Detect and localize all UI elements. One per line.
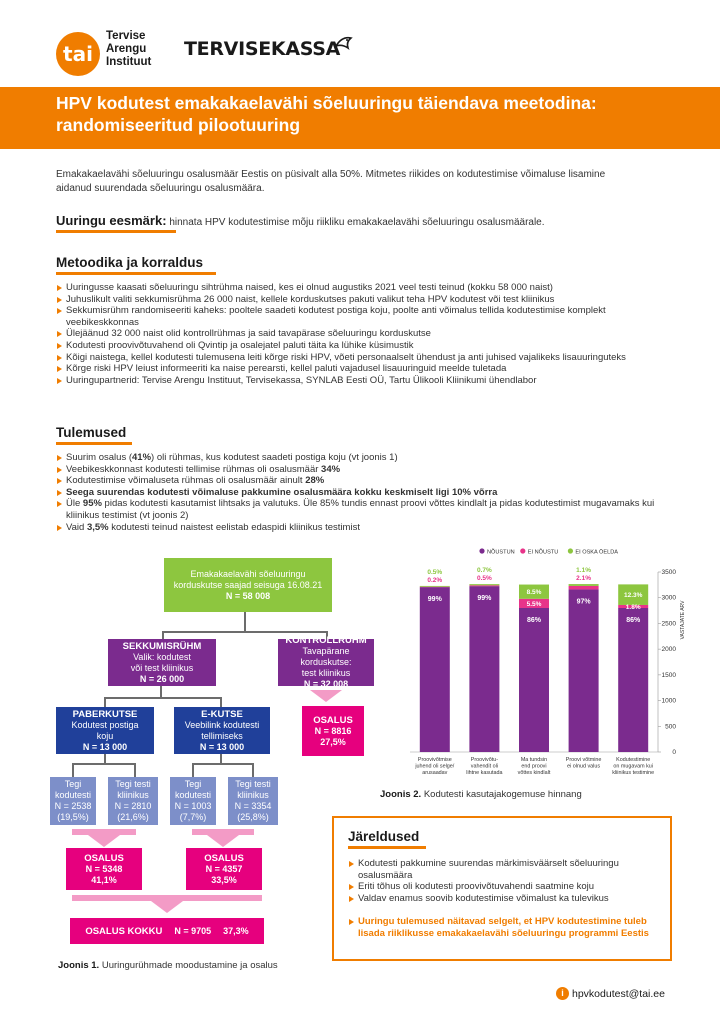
data-label: 5.5% [526, 600, 542, 608]
data-label: 1.1% [576, 567, 592, 575]
box-pct: 33,5% [211, 874, 237, 885]
y-axis-label: VASTAJATE ARV [680, 600, 686, 640]
box-count: N = 26 000 [139, 673, 185, 684]
box-text: kliinikus [237, 790, 269, 800]
connector [72, 763, 74, 777]
data-label: 1.8% [625, 603, 641, 611]
list-item [56, 487, 666, 499]
tai-logo-text [106, 30, 151, 69]
list-item: Kõrge riski HPV leiust informeeriti ka naise perearsti, kellel paluti vajadusel lisauuringuid meelde tuletada [56, 363, 656, 375]
box-text: Tegi [184, 779, 202, 789]
box-text: Tegi testi [235, 779, 271, 789]
list-item: Uuringusse kaasati sõeluuringu sihtrühma naised, kes ei olnud augustiks 2021 veel testi teinud (kokku 58 000 naist) [56, 282, 656, 294]
connector [192, 763, 194, 777]
box-text: Kodutest postiga [71, 719, 139, 730]
box-title: OSALUS [84, 852, 124, 864]
methods-underline [56, 272, 216, 275]
connector [162, 631, 327, 633]
data-label: 0.5% [427, 568, 443, 576]
intro-line: Emakakaelavähi sõeluuringu osalusmäär Eestis on püsivalt alla 50%. Mitmetes riikides on kodutestimise võimaluse lisamine [56, 169, 606, 180]
data-label: 0.2% [427, 576, 443, 584]
box-title: PABERKUTSE [72, 708, 138, 720]
data-label: 99% [477, 595, 492, 603]
legend-swatch [568, 548, 573, 553]
flow-box-e-call [174, 707, 270, 754]
data-label: 86% [626, 617, 641, 624]
box-text: korduskutse saajad seisuga 16.08.21 [173, 579, 323, 590]
x-tick-label: Ma tundsin [520, 757, 548, 763]
legend-swatch [479, 548, 484, 553]
connector [244, 612, 246, 632]
box-text: koju [96, 730, 114, 741]
flow-box-control-participation [302, 706, 364, 756]
y-tick-label: 1000 [661, 697, 676, 705]
arrow-down [310, 690, 342, 702]
legend-label: NÕUSTUN [487, 549, 515, 556]
list-item-emphasis: 41% [132, 452, 152, 463]
study-goal [56, 213, 676, 228]
arrow-down [207, 835, 239, 847]
y-tick-label: 500 [665, 723, 676, 731]
box-text: Tegi [64, 779, 82, 789]
list-item: Sekkumisrühm randomiseeriti kaheks: pooltele saadeti kodutest postiga koju, poolte anti võimalus tellida kodutestimise komplekt veebikeskkonnas [56, 305, 656, 328]
y-tick-label: 2500 [661, 620, 676, 628]
list-item: Suurim osalus (41%) oli rühmas, kus kodutest saadeti postiga koju (vt joonis 1) [56, 452, 666, 464]
x-tick-label: kliinikus testimine [612, 770, 655, 777]
box-title: E-KUTSE [201, 708, 243, 720]
box-title: OSALUS KOKKU [85, 925, 163, 937]
bar-segment-ei-nõustu [569, 586, 599, 589]
list-item: Eriti tõhus oli kodutesti proovivõtuvahendi saatmine koju [348, 881, 666, 893]
conclusions-list [348, 858, 666, 904]
x-tick-label: on mugavam kui [613, 763, 653, 770]
box-text: test kliinikus [301, 668, 351, 678]
intro-text [56, 168, 676, 196]
results-underline [56, 442, 132, 445]
box-count: N = 8816 [314, 725, 352, 736]
list-item: Üle 95% pidas kodutesti kasutamist lihtsaks ja valutuks. Üle 85% tundis ennast proovi võttes kindlalt ja pidas kodutestimist mugavamaks kui kliinikus testimist (vt joonis 2) [56, 498, 666, 521]
x-tick-label: Kodutestimine [616, 757, 651, 763]
connector [162, 631, 164, 639]
box-text: Veebilink kodutesti [184, 719, 260, 730]
x-tick-label: juhend oli selge/ [415, 763, 455, 770]
box-text: Valik: kodutest [133, 651, 191, 662]
title-line: randomiseeritud pilootuuring [56, 115, 301, 135]
intro-line: aidanud suurendada sõeluuringu osalusmäära. [56, 183, 265, 194]
box-count: N = 13 000 [199, 741, 245, 752]
x-tick-label: Proovivõtu- [470, 757, 499, 763]
logo-line: Arengu [106, 43, 147, 55]
connector [220, 697, 222, 707]
list-item: Vaid 3,5% kodutesti teinud naistest eelistab edaspidi kliinikus testimist [56, 522, 666, 534]
results-list [56, 452, 666, 533]
box-text: kliinikus [117, 790, 149, 800]
list-item: Veebikeskkonnast kodutesti tellimise rühmas oli osalusmäär 34% [56, 464, 666, 476]
box-count: N = 1003 [174, 801, 212, 811]
bar-segment-ei-oska-öelda [569, 584, 599, 586]
y-tick-label: 3000 [661, 594, 676, 602]
data-label: 8.5% [526, 589, 542, 597]
connector [192, 763, 254, 765]
data-label: 97% [576, 598, 591, 606]
goal-underline [56, 230, 176, 233]
box-text: tellimiseks [201, 730, 243, 741]
x-tick-label: ei olnud valus [567, 763, 601, 770]
connector [104, 697, 222, 699]
tai-logo: tai [56, 32, 100, 76]
box-count: N = 9705 [174, 925, 212, 936]
bar-segment-ei-oska-öelda [420, 586, 450, 587]
bar-segment-nõustun [469, 586, 499, 752]
box-text: kodutesti [174, 790, 212, 800]
data-label: 2.1% [576, 575, 592, 583]
data-label: 12.3% [623, 592, 643, 600]
list-item: Kodutesti proovivõtuvahend oli Qvintip ja osalejatel paluti täita ka lühike küsimustik [56, 340, 656, 352]
legend-label: EI NÕUSTU [527, 549, 559, 556]
box-pct: (19,5%) [57, 812, 89, 822]
y-tick-label: 3500 [661, 569, 676, 576]
conclusions-underline [348, 846, 426, 849]
box-pct: 37,3% [223, 925, 249, 936]
box-count: N = 2810 [114, 801, 152, 811]
caption-label: Joonis 2. [380, 789, 422, 800]
x-tick-label: Proovivõtmise [417, 757, 452, 763]
box-title: OSALUS [204, 852, 244, 864]
box-pct: (21,6%) [117, 812, 149, 822]
box-text: Tegi testi [115, 779, 151, 789]
box-text: Emakakaelavähi sõeluuringu [190, 568, 306, 579]
title-line: HPV kodutest emakakaelavähi sõeluuringu täiendava meetodina: [56, 93, 597, 113]
box-count: N = 58 008 [225, 590, 271, 601]
list-item: Valdav enamus soovib kodutestimise võimalust ka tulevikus [348, 893, 666, 905]
methods-heading: Metoodika ja korraldus [56, 255, 204, 270]
figure-2-caption [380, 789, 582, 800]
results-heading: Tulemused [56, 425, 127, 440]
box-pct: (25,8%) [237, 812, 269, 822]
list-item: Kodutesti pakkumine suurendas märkimisväärselt sõeluuringu osalusmäära [348, 858, 666, 881]
caption-text: Kodutesti kasutajakogemuse hinnang [421, 789, 582, 800]
logo-line: Tervise [106, 30, 146, 42]
legend-swatch [520, 548, 525, 553]
flow-box-ecall-participation [186, 848, 262, 890]
conclusion-final: Uuringu tulemused näitavad selgelt, et HPV kodutestimine tuleb lisada riiklikusse emakakaelavähi sõeluuringu programmi Eestis [348, 916, 666, 939]
x-tick-label: lihtne kasutada [466, 770, 503, 777]
box-count: N = 2538 [54, 801, 92, 811]
box-count: N = 5348 [85, 863, 123, 874]
list-item-emphasis: 3,5% [86, 521, 109, 533]
list-item-emphasis: 28% [305, 475, 325, 487]
tervisekassa-logo: TERVISEKASSA [184, 38, 341, 60]
flow-box-paper-home-test [50, 777, 96, 825]
list-item: Ülejäänud 32 000 naist olid kontrollrühmas ja said tavapärase sõeluuringu korduskutse [56, 328, 656, 340]
box-count: N = 4357 [205, 863, 243, 874]
goal-text: hinnata HPV kodutestimise mõju riikliku emakakaelavähi sõeluuringu osalusmäärale. [166, 217, 545, 228]
flow-box-control [278, 635, 374, 689]
y-tick-label: 1500 [661, 671, 676, 679]
tervisekassa-bird-icon [334, 34, 354, 54]
data-label: 0.7% [476, 567, 492, 575]
box-pct: 27,5% [320, 736, 346, 747]
list-item: Uuringupartnerid: Tervise Arengu Instituut, Tervisekassa, SYNLAB Eesti OÜ, Tartu Ülikooli Kliinikumi ühendlabor [56, 375, 656, 387]
caption-text: Uuringurühmade moodustamine ja osalus [99, 960, 278, 971]
bar-segment-ei-nõustu [469, 585, 499, 586]
arrow-down [88, 835, 120, 847]
connector [252, 763, 254, 777]
connector [72, 763, 136, 765]
box-count: N = 32 008 [303, 679, 349, 689]
list-item: Kodutestimise võimaluseta rühmas oli osalusmäär ainult 28% [56, 475, 666, 487]
x-tick-label: Proovi võtmine [565, 757, 602, 763]
bar-segment-nõustun [569, 589, 599, 752]
box-pct: 41,1% [91, 874, 117, 885]
bar-segment-nõustun [618, 608, 648, 752]
flow-box-total-participation [70, 918, 264, 944]
logo-line: Instituut [106, 56, 152, 68]
conclusions-heading: Järeldused [348, 829, 420, 844]
flow-box-paper-participation [66, 848, 142, 890]
box-title: KONTROLLRÜHM [285, 635, 367, 646]
box-text: või test kliinikus [130, 662, 194, 673]
data-label: 0.5% [476, 575, 492, 583]
goal-label: Uuringu eesmärk: [56, 213, 167, 228]
bar-segment-nõustun [519, 608, 549, 752]
y-tick-label: 2000 [661, 646, 676, 654]
bar-segment-ei-oska-öelda [469, 584, 499, 585]
box-title: OSALUS [313, 714, 353, 726]
list-item-emphasis: 95% [82, 498, 102, 510]
flow-box-paper-clinic-test [108, 777, 158, 825]
arrow-down [151, 901, 183, 913]
x-tick-label: vahendit oli [470, 763, 499, 770]
box-text: kodutesti [54, 790, 92, 800]
connector [134, 763, 136, 777]
x-tick-label: arusaadav [422, 770, 448, 777]
x-tick-label: võttes kindlalt [517, 770, 551, 777]
box-text: Tavapärane korduskutse: [300, 646, 352, 667]
x-tick-label: end proovi [521, 763, 547, 770]
flow-box-all-recipients [164, 558, 332, 612]
box-title: SEKKUMISRÜHM [122, 640, 202, 652]
flow-box-ecall-clinic-test [228, 777, 278, 825]
list-item-emphasis: Seega suurendas kodutesti võimaluse pakkumine osalusmäära kokku keskmiselt ligi 10% võrra [66, 486, 498, 498]
flow-box-intervention [108, 639, 216, 686]
list-item: Juhuslikult valiti sekkumisrühma 26 000 naist, kellele korduskutses pakuti valikut teha HPV kodutest või test kliinikus [56, 294, 656, 306]
contact-email[interactable]: hpvkodutest@tai.ee [572, 988, 665, 1000]
list-item: Kõigi naistega, kellel kodutesti tulemusena leiti kõrge riski HPV, võeti personaalselt ühendust ja anti juhised vajalikeks lisauuringuteks [56, 352, 656, 364]
legend-label: EI OSKA ÖELDA [575, 549, 618, 556]
box-count: N = 13 000 [82, 741, 128, 752]
data-label: 99% [427, 596, 442, 604]
methods-list [56, 282, 656, 386]
user-experience-chart [386, 540, 696, 780]
page-title [56, 92, 696, 136]
box-count: N = 3354 [234, 801, 272, 811]
figure-1-caption [58, 960, 278, 971]
data-label: 86% [526, 617, 542, 624]
list-item-emphasis: 34% [321, 463, 341, 475]
flow-box-ecall-home-test [170, 777, 216, 825]
caption-label: Joonis 1. [58, 960, 100, 971]
y-tick-label: 0 [672, 749, 676, 756]
flow-box-paper-call [56, 707, 154, 754]
bar-segment-nõustun [420, 587, 450, 752]
connector [104, 697, 106, 707]
box-pct: (7,7%) [179, 812, 207, 822]
info-icon: i [556, 987, 569, 1000]
